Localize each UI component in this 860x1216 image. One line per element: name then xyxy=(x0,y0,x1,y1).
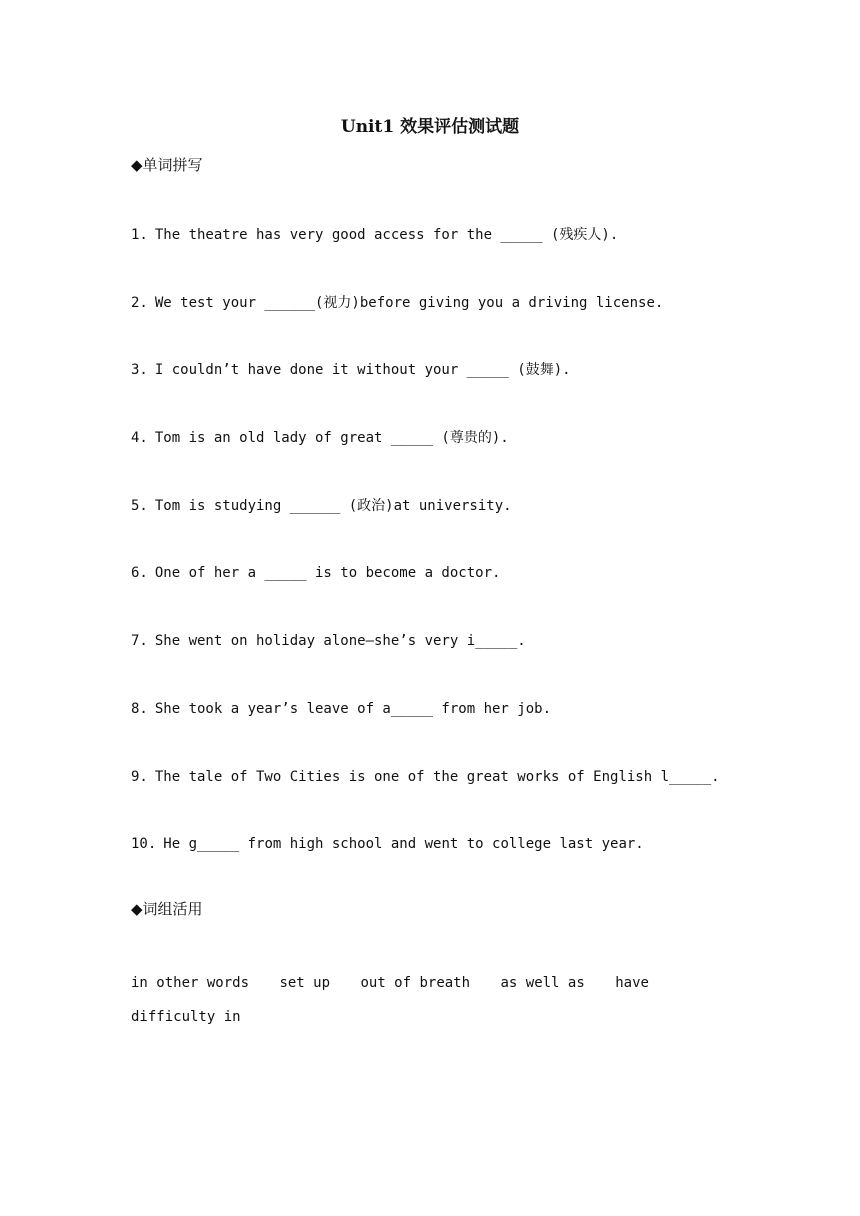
question-number: 6. xyxy=(131,565,148,582)
phrase-item: have difficulty in xyxy=(131,975,649,1025)
section-heading-spelling: ◆单词拼写 xyxy=(131,156,203,174)
question-number: 9. xyxy=(131,768,148,785)
phrase-item: set up xyxy=(279,975,331,991)
spelling-question-list xyxy=(131,224,751,901)
question-item xyxy=(131,359,751,427)
question-text: One of her a _____ is to become a doctor. xyxy=(154,565,501,582)
question-item xyxy=(131,630,751,698)
phrase-item: as well as xyxy=(500,975,585,991)
section-heading-phrases: ◆词组活用 xyxy=(131,900,203,918)
phrase-item: in other words xyxy=(131,975,250,991)
question-item xyxy=(131,698,751,766)
question-text: She went on holiday alone—she’s very i_____. xyxy=(154,633,526,650)
phrase-item: out of breath xyxy=(360,975,471,991)
question-text: He g_____ from high school and went to college last year. xyxy=(163,836,644,853)
question-number: 2. xyxy=(131,294,148,311)
question-text: Tom is studying ______ (政治)at university. xyxy=(154,497,512,514)
question-item xyxy=(131,495,751,563)
question-number: 4. xyxy=(131,430,148,447)
question-number: 8. xyxy=(131,700,148,717)
question-number: 5. xyxy=(131,497,148,514)
phrase-bank xyxy=(131,966,741,1034)
question-item xyxy=(131,224,751,292)
question-number: 7. xyxy=(131,633,148,650)
question-item xyxy=(131,292,751,360)
question-number: 1. xyxy=(131,227,148,243)
question-text: I couldn’t have done it without your _____ (鼓舞). xyxy=(154,362,571,379)
question-item xyxy=(131,427,751,495)
page-title: Unit1 效果评估测试题 xyxy=(340,117,520,137)
question-item xyxy=(131,766,751,834)
question-number: 10. xyxy=(131,836,157,853)
question-text: The theatre has very good access for the _____ (残疾人). xyxy=(154,227,619,243)
question-text: Tom is an old lady of great _____ (尊贵的). xyxy=(154,430,509,447)
question-text: The tale of Two Cities is one of the great works of English l_____. xyxy=(154,768,720,785)
question-text: We test your ______(视力)before giving you a driving license. xyxy=(154,294,664,311)
question-item xyxy=(131,562,751,630)
question-text: She took a year’s leave of a_____ from her job. xyxy=(154,700,552,717)
question-item xyxy=(131,833,751,901)
question-number: 3. xyxy=(131,362,148,379)
